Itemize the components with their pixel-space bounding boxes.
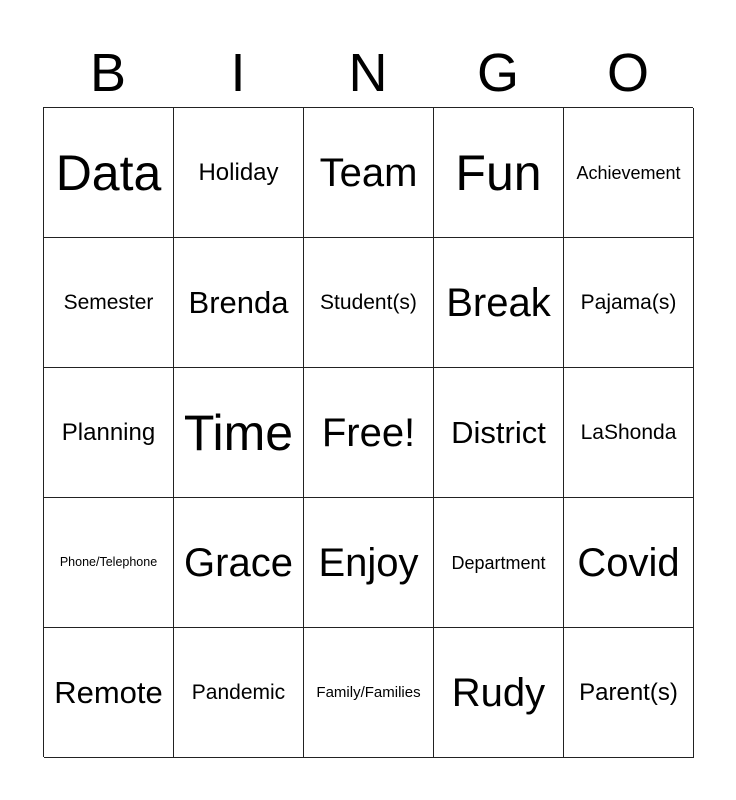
header-letter-o: O — [606, 43, 649, 103]
bingo-cell[interactable]: Team — [304, 108, 434, 238]
header-letter-b: B — [89, 43, 127, 103]
bingo-cell[interactable]: Time — [174, 368, 304, 498]
bingo-cell[interactable]: District — [434, 368, 564, 498]
bingo-cell[interactable]: Break — [434, 238, 564, 368]
header-letter-n: N — [348, 43, 388, 103]
bingo-cell[interactable]: Rudy — [434, 628, 564, 758]
bingo-cell[interactable]: Phone/Telephone — [44, 498, 174, 628]
bingo-cell[interactable]: Pandemic — [174, 628, 304, 758]
bingo-cell[interactable]: Enjoy — [304, 498, 434, 628]
bingo-header — [43, 38, 693, 108]
bingo-cell[interactable]: Grace — [174, 498, 304, 628]
bingo-cell[interactable]: Free! — [304, 368, 434, 498]
bingo-cell[interactable]: Holiday — [174, 108, 304, 238]
bingo-cell[interactable]: Parent(s) — [564, 628, 694, 758]
bingo-cell[interactable]: Student(s) — [304, 238, 434, 368]
bingo-cell[interactable]: Planning — [44, 368, 174, 498]
bingo-cell[interactable]: Pajama(s) — [564, 238, 694, 368]
bingo-cell[interactable]: Remote — [44, 628, 174, 758]
header-letter-i: I — [230, 43, 246, 103]
header-letter-g: G — [476, 43, 519, 103]
bingo-cell[interactable]: Data — [44, 108, 174, 238]
bingo-cell[interactable]: LaShonda — [564, 368, 694, 498]
bingo-cell[interactable]: Covid — [564, 498, 694, 628]
bingo-cell[interactable]: Semester — [44, 238, 174, 368]
bingo-cell[interactable]: Family/Families — [304, 628, 434, 758]
bingo-cell[interactable]: Achievement — [564, 108, 694, 238]
bingo-cell[interactable]: Brenda — [174, 238, 304, 368]
bingo-cell[interactable]: Fun — [434, 108, 564, 238]
bingo-board — [43, 107, 693, 757]
bingo-cell[interactable]: Department — [434, 498, 564, 628]
